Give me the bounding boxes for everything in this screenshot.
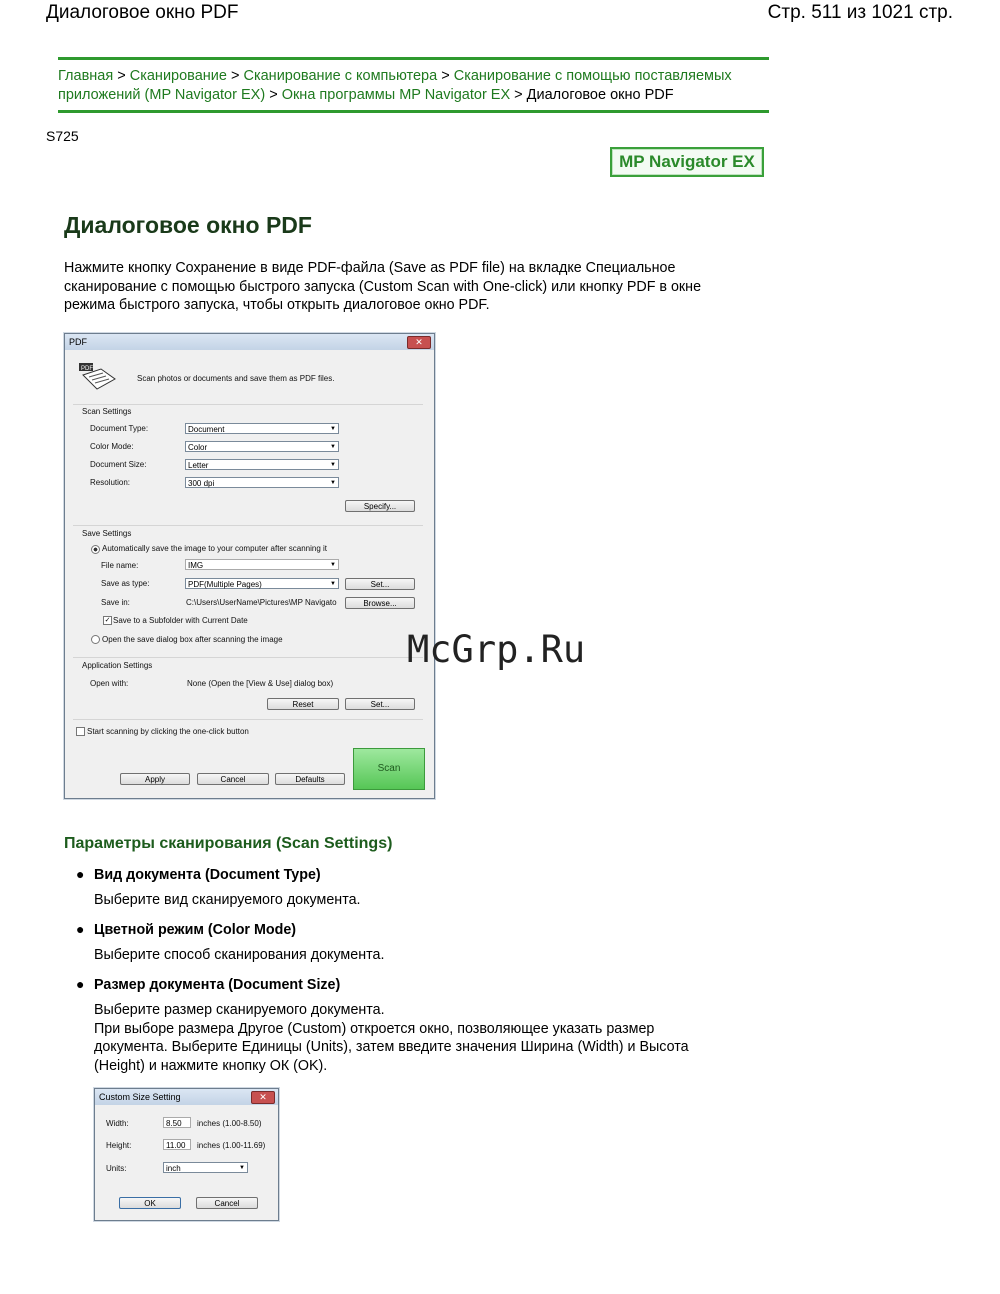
file-name-input[interactable] xyxy=(185,559,339,570)
chevron-down-icon: ▼ xyxy=(330,462,336,468)
apply-button[interactable]: Apply xyxy=(120,773,190,785)
bullet-icon: ● xyxy=(76,976,85,992)
height-label: Height: xyxy=(106,1141,132,1150)
custom-size-dialog xyxy=(94,1088,279,1221)
save-in-label: Save in: xyxy=(101,598,130,607)
subfolder-checkbox[interactable]: ✓ xyxy=(104,617,111,624)
page-title: Диалоговое окно PDF xyxy=(64,212,312,238)
document-type-item-title: Вид документа (Document Type) xyxy=(94,867,321,883)
breadcrumb-separator: > xyxy=(230,68,240,84)
document-type-value: Document xyxy=(188,425,225,434)
subfolder-label: Save to a Subfolder with Current Date xyxy=(113,616,248,625)
breadcrumb-separator: > xyxy=(117,68,126,84)
document-size-text-line: Выберите размер сканируемого документа. xyxy=(94,1002,385,1018)
custom-size-body xyxy=(95,1106,278,1220)
resolution-select[interactable] xyxy=(185,477,339,488)
application-set-button[interactable]: Set... xyxy=(345,698,415,710)
breadcrumb-separator: > xyxy=(269,86,278,103)
one-click-divider xyxy=(73,719,423,720)
scan-button[interactable]: Scan xyxy=(353,748,425,790)
save-type-set-button[interactable]: Set... xyxy=(345,578,415,590)
chevron-down-icon: ▼ xyxy=(330,444,336,450)
svg-text:PDF: PDF xyxy=(81,366,93,372)
breadcrumb-separator: > xyxy=(514,86,523,103)
document-type-label: Document Type: xyxy=(90,424,149,433)
page-number: Стр. 511 из 1021 стр. xyxy=(767,2,953,23)
specify-button[interactable]: Specify... xyxy=(345,500,415,512)
breadcrumb-link-scan-with-apps-cont[interactable]: приложений (MP Navigator EX) xyxy=(58,86,266,103)
page-code: S725 xyxy=(46,128,79,144)
scan-settings-heading: Scan Settings xyxy=(82,407,132,416)
open-save-dialog-radio[interactable] xyxy=(91,635,100,644)
reset-button[interactable]: Reset xyxy=(267,698,339,710)
document-title-header: Диалоговое окно PDF xyxy=(46,2,239,23)
pdf-document-icon xyxy=(77,363,117,398)
chevron-down-icon: ▼ xyxy=(330,562,336,568)
width-input[interactable]: 8.50 xyxy=(163,1117,191,1128)
custom-size-title: Custom Size Setting xyxy=(99,1092,181,1102)
file-name-value: IMG xyxy=(188,561,204,570)
application-settings-heading: Application Settings xyxy=(82,661,153,670)
breadcrumb-separator: > xyxy=(441,68,450,84)
bullet-icon: ● xyxy=(76,921,85,937)
document-size-item-text xyxy=(94,1001,734,1075)
document-type-select[interactable] xyxy=(185,423,339,434)
color-mode-label: Color Mode: xyxy=(90,442,134,451)
pdf-dialog-title: PDF xyxy=(69,337,87,347)
chevron-down-icon: ▼ xyxy=(330,480,336,486)
close-icon[interactable]: ✕ xyxy=(251,1091,275,1104)
document-size-text-line: (Height) и нажмите кнопку ОК (OK). xyxy=(94,1057,328,1074)
document-size-item-title: Размер документа (Document Size) xyxy=(94,977,341,993)
save-settings-divider xyxy=(73,525,423,526)
breadcrumb-link-home[interactable]: Главная xyxy=(58,68,114,84)
height-range: inches (1.00-11.69) xyxy=(197,1141,266,1150)
save-as-type-label: Save as type: xyxy=(101,579,150,588)
pdf-dialog-body xyxy=(65,351,434,798)
chevron-down-icon: ▼ xyxy=(330,426,336,432)
breadcrumb-link-scanning[interactable]: Сканирование xyxy=(129,68,227,84)
application-settings-divider xyxy=(73,657,423,658)
auto-save-radio[interactable] xyxy=(91,545,100,554)
breadcrumb-current: Диалоговое окно PDF xyxy=(526,86,674,103)
close-icon[interactable]: ✕ xyxy=(407,336,431,349)
bullet-icon: ● xyxy=(76,866,85,882)
defaults-button[interactable]: Defaults xyxy=(275,773,345,785)
color-mode-item-text: Выберите способ сканирования документа. xyxy=(94,947,385,963)
auto-save-label: Automatically save the image to your computer after scanning it xyxy=(102,544,327,553)
breadcrumb xyxy=(58,57,769,113)
intro-line: сканирование с помощью быстрого запуска (Custom Scan with One-click) или кнопку PDF в окне xyxy=(64,278,702,295)
one-click-checkbox[interactable] xyxy=(76,727,85,736)
resolution-label: Resolution: xyxy=(90,478,131,487)
pdf-dialog xyxy=(64,333,435,799)
width-label: Width: xyxy=(106,1119,129,1128)
color-mode-value: Color xyxy=(188,443,208,452)
open-with-label: Open with: xyxy=(90,679,129,688)
breadcrumb-link-navigator-windows[interactable]: Окна программы MP Navigator EX xyxy=(281,86,511,103)
width-range: inches (1.00-8.50) xyxy=(197,1119,262,1128)
document-size-value: Letter xyxy=(188,461,209,470)
watermark: McGrp.Ru xyxy=(407,628,586,671)
scan-settings-section-heading: Параметры сканирования (Scan Settings) xyxy=(64,835,393,852)
document-size-label: Document Size: xyxy=(90,460,147,469)
document-size-text-line: документа. Выберите Единицы (Units), затем введите значения Ширина (Width) и Высота xyxy=(94,1039,689,1055)
open-save-dialog-label: Open the save dialog box after scanning the image xyxy=(102,635,283,644)
units-value: inch xyxy=(166,1164,181,1173)
document-type-item-text: Выберите вид сканируемого документа. xyxy=(94,892,361,908)
one-click-label: Start scanning by clicking the one-click button xyxy=(87,727,249,736)
browse-button[interactable]: Browse... xyxy=(345,597,415,609)
color-mode-item-title: Цветной режим (Color Mode) xyxy=(94,922,297,938)
chevron-down-icon: ▼ xyxy=(330,581,336,587)
scan-settings-divider xyxy=(73,404,423,405)
pdf-dialog-titlebar xyxy=(65,334,434,350)
color-mode-select[interactable] xyxy=(185,441,339,452)
document-size-text-line: При выборе размера Другое (Custom) откроется окно, позволяющее указать размер xyxy=(94,1020,655,1037)
units-label: Units: xyxy=(106,1164,127,1173)
resolution-value: 300 dpi xyxy=(188,479,215,488)
pdf-dialog-description: Scan photos or documents and save them as PDF files. xyxy=(137,374,335,383)
cancel-button[interactable]: Cancel xyxy=(197,773,269,785)
breadcrumb-link-scan-from-computer[interactable]: Сканирование с компьютера xyxy=(243,68,438,84)
save-settings-heading: Save Settings xyxy=(82,529,132,538)
intro-line: режима быстрого запуска, чтобы открыть диалоговое окно PDF. xyxy=(64,297,490,313)
save-as-type-value: PDF(Multiple Pages) xyxy=(188,580,262,589)
intro-line: Нажмите кнопку Сохранение в виде PDF-файла (Save as PDF file) на вкладке Специальное xyxy=(64,260,676,276)
document-size-select[interactable] xyxy=(185,459,339,470)
open-with-value: None (Open the [View & Use] dialog box) xyxy=(187,679,334,688)
chevron-down-icon: ▼ xyxy=(239,1165,245,1171)
file-name-label: File name: xyxy=(101,561,139,570)
height-input[interactable]: 11.00 xyxy=(163,1139,191,1150)
save-in-path: C:\Users\UserName\Pictures\MP Navigato xyxy=(186,598,337,607)
mp-navigator-badge: MP Navigator EX xyxy=(610,147,764,177)
cancel-button[interactable]: Cancel xyxy=(196,1197,258,1209)
units-select[interactable] xyxy=(163,1162,248,1173)
save-as-type-select[interactable] xyxy=(185,578,339,589)
ok-button[interactable]: OK xyxy=(119,1197,181,1209)
custom-size-titlebar xyxy=(95,1089,278,1105)
intro-paragraph xyxy=(64,259,744,315)
breadcrumb-link-scan-with-apps[interactable]: Сканирование с помощью поставляемых xyxy=(453,68,732,84)
